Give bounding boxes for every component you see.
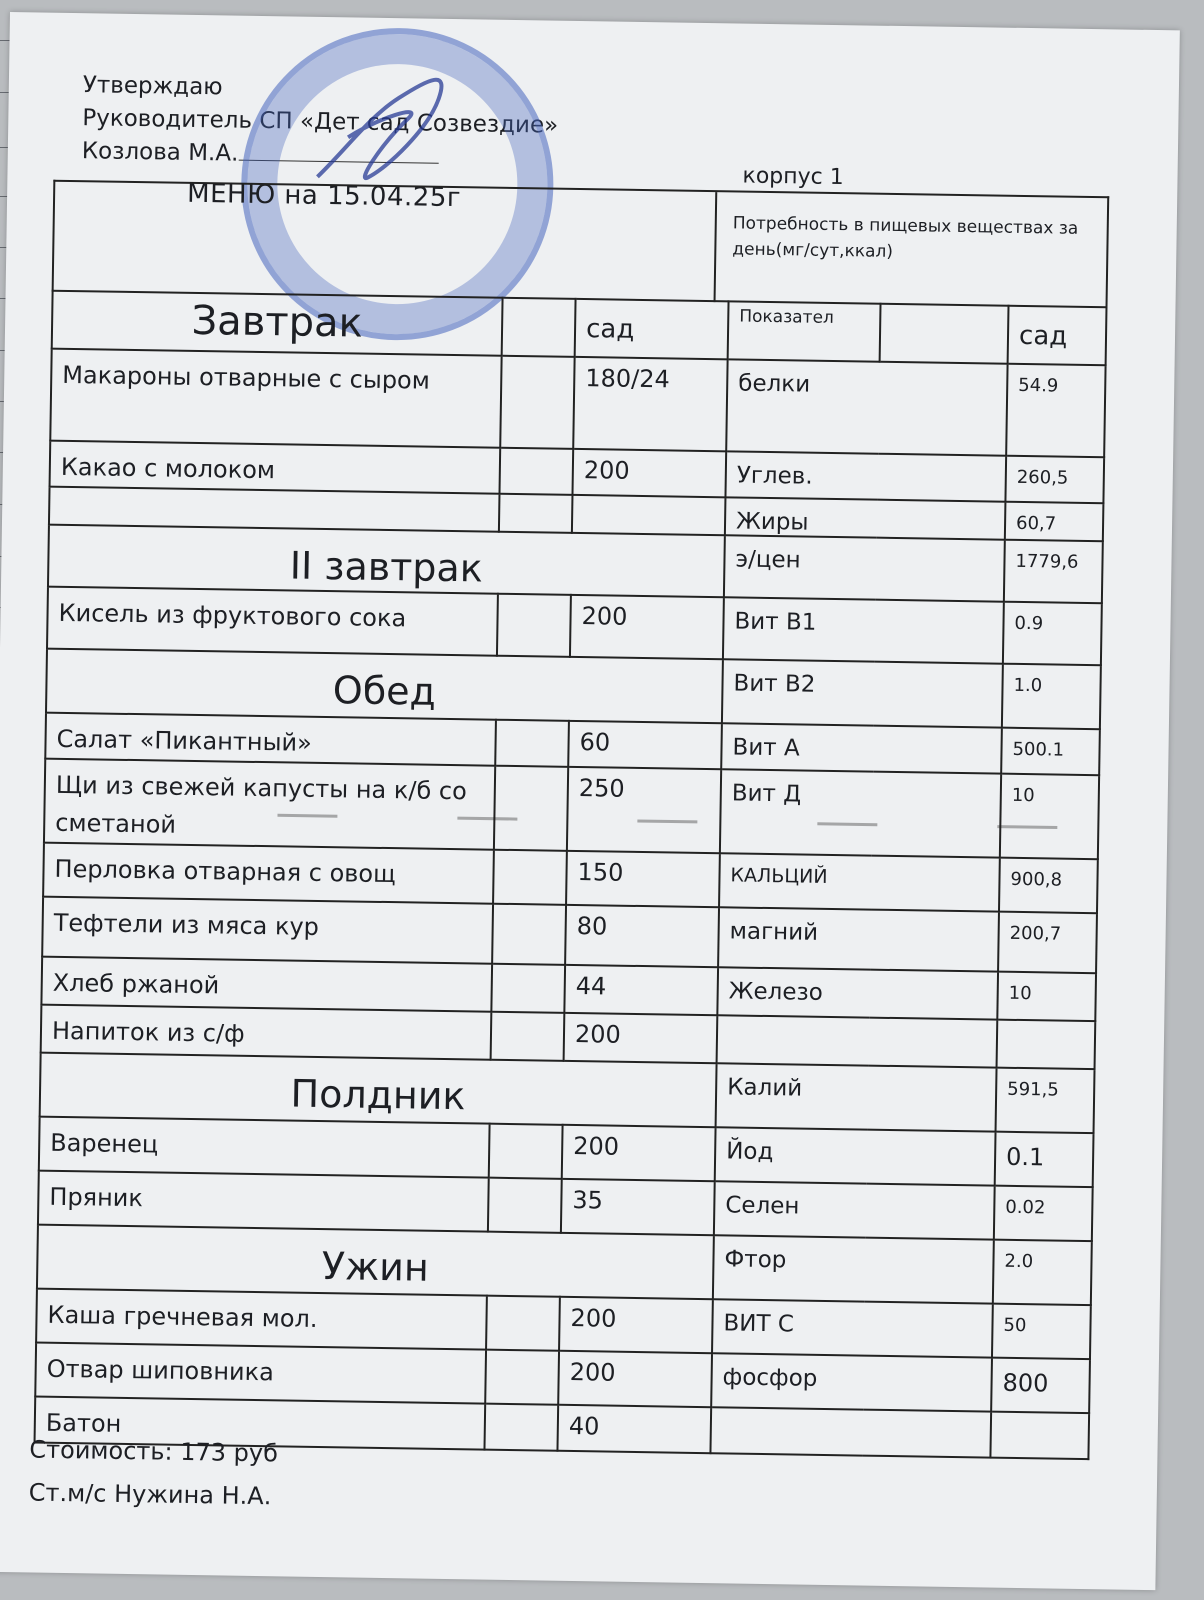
approver-name: Козлова М.А. (81, 138, 239, 167)
dish-name: Напиток из с/ф (41, 1005, 492, 1060)
dish-name: Батон (35, 1397, 486, 1450)
nutrient-name: Калий (716, 1063, 997, 1131)
menu-title: МЕНЮ на 15.04.25г (186, 178, 462, 214)
nutrient-name: Углев. (725, 451, 1006, 501)
signature-line (238, 160, 438, 164)
dish-quantity: 80 (565, 905, 719, 967)
nutrient-name: фосфор (711, 1353, 992, 1411)
dish-name: Перловка отварная с овощ (43, 843, 494, 904)
dish-name: Варенец (39, 1117, 490, 1178)
nutrient-value: 0.1 (995, 1132, 1094, 1188)
table-cell-empty (485, 1350, 559, 1405)
nutrient-name: Вит Д (720, 769, 1001, 857)
table-cell-empty (499, 448, 573, 495)
table-cell-empty (486, 1296, 560, 1351)
nutrient-name: Вит А (721, 723, 1002, 773)
dish-name: Отвар шиповника (35, 1343, 486, 1404)
table-cell-empty (500, 356, 574, 449)
nutrient-value: 50 (992, 1304, 1091, 1360)
dish-name: Хлеб ржаной (41, 957, 492, 1012)
nutrient-value: 0.02 (994, 1186, 1093, 1242)
table-cell-empty (491, 964, 565, 1013)
dish-quantity: 250 (567, 767, 721, 853)
dish-name: Салат «Пикантный» (45, 713, 496, 766)
dish-quantity: 150 (566, 851, 720, 907)
table-cell-empty (493, 850, 567, 905)
dish-quantity: 60 (568, 721, 722, 769)
nutrient-value: 200,7 (998, 912, 1097, 974)
section-breakfast: Завтрак (52, 291, 503, 356)
nutrient-value: 54.9 (1006, 364, 1105, 458)
dish-quantity: 180/24 (573, 357, 727, 451)
nutrient-value: 60,7 (1005, 502, 1104, 542)
nutrient-value: 1779,6 (1004, 540, 1103, 604)
dish-quantity (572, 495, 726, 535)
nutrient-value (990, 1412, 1089, 1460)
dish-quantity: 200 (570, 595, 724, 659)
dish-quantity: 200 (562, 1125, 716, 1181)
table-row (50, 349, 1105, 458)
dish-quantity: 200 (564, 1013, 718, 1063)
nutrient-name: ВИТ С (712, 1299, 993, 1357)
table-cell-empty (497, 594, 571, 657)
nutrient-value: 500.1 (1001, 728, 1100, 776)
dish-name: Какао с молоком (50, 441, 501, 494)
nutrient-value: 260,5 (1005, 456, 1104, 504)
nutrient-value: 1.0 (1002, 664, 1101, 730)
nurse-line: Ст.м/с Нужина Н.А. (28, 1478, 272, 1511)
dish-quantity: 40 (557, 1405, 711, 1453)
nutrient-value: 10 (997, 972, 1096, 1022)
table-cell-empty (499, 494, 573, 533)
nutrient-name: Йод (715, 1127, 996, 1185)
nutrient-name: э/цен (724, 535, 1005, 601)
column-header-garden: сад (575, 299, 729, 359)
section-second-breakfast: II завтрак (48, 525, 725, 598)
nutrient-value: 2.0 (993, 1240, 1092, 1306)
dish-quantity: 44 (564, 965, 718, 1015)
section-lunch: Обед (46, 649, 723, 724)
nutrient-name: Вит В2 (722, 659, 1003, 727)
nutrient-name (717, 1015, 998, 1067)
nutrient-name: Железо (717, 967, 998, 1019)
table-cell-empty (491, 1012, 565, 1061)
dish-quantity: 35 (561, 1179, 715, 1235)
approval-line-2: Руководитель СП «Дет сад Созвездие» (82, 105, 559, 139)
column-header-garden-right: сад (1008, 306, 1107, 366)
building-label: корпус 1 (742, 163, 844, 191)
table-cell-empty (502, 298, 576, 357)
table-row (44, 759, 1099, 860)
header-box (52, 180, 1110, 309)
nutrient-value: 0.9 (1003, 602, 1102, 666)
nutrient-name: КАЛЬЦИЙ (719, 853, 1000, 911)
column-header-indicator: Показател (728, 301, 881, 361)
footer (28, 1428, 278, 1518)
nutrient-name: магний (718, 907, 999, 971)
nutrient-name (710, 1407, 991, 1457)
table-cell-empty (489, 1124, 563, 1179)
nutrient-needs-label: Потребность в пищевых веществах за день(мг/сут,ккал) (732, 213, 1079, 262)
nutrient-value (997, 1020, 1096, 1070)
nutrient-name: Вит В1 (723, 597, 1004, 663)
table-cell-empty (484, 1404, 558, 1451)
nutrient-name: Селен (714, 1181, 995, 1239)
table-cell-empty (495, 720, 569, 767)
table-cell-empty (488, 1178, 562, 1233)
dish-quantity: 200 (572, 449, 726, 497)
nutrient-name: Жиры (725, 497, 1006, 539)
nutrient-value: 800 (991, 1358, 1090, 1414)
nutrient-value: 10 (1000, 774, 1099, 860)
nutrient-value: 900,8 (999, 858, 1098, 914)
section-dinner: Ужин (37, 1225, 714, 1300)
nutrient-value: 591,5 (996, 1068, 1095, 1134)
dish-name: Тефтели из мяса кур (42, 897, 493, 964)
nutrient-name: Фтор (713, 1235, 994, 1303)
menu-sheet (0, 12, 1180, 1590)
table-cell-empty (494, 766, 568, 851)
table-cell-empty (492, 904, 566, 965)
dish-quantity: 200 (559, 1297, 713, 1353)
table-cell-empty (880, 304, 1009, 364)
dish-name: Пряник (38, 1171, 489, 1232)
menu-table (34, 290, 1108, 1460)
header-divider (714, 192, 718, 302)
dish-quantity: 200 (558, 1351, 712, 1407)
dish-name: Макароны отварные с сыром (50, 349, 501, 448)
dish-name: Кисель из фруктового сока (47, 587, 498, 656)
approval-block (82, 69, 559, 175)
section-afternoon-snack: Полдник (40, 1053, 717, 1128)
cost-line: Стоимость: 173 руб (29, 1435, 279, 1468)
nutrient-name: белки (726, 359, 1007, 455)
approval-line-1: Утверждаю (82, 72, 223, 101)
dish-name: Щи из свежей капусты на к/б со сметаной (44, 759, 495, 850)
dish-name: Каша гречневая мол. (36, 1289, 487, 1350)
